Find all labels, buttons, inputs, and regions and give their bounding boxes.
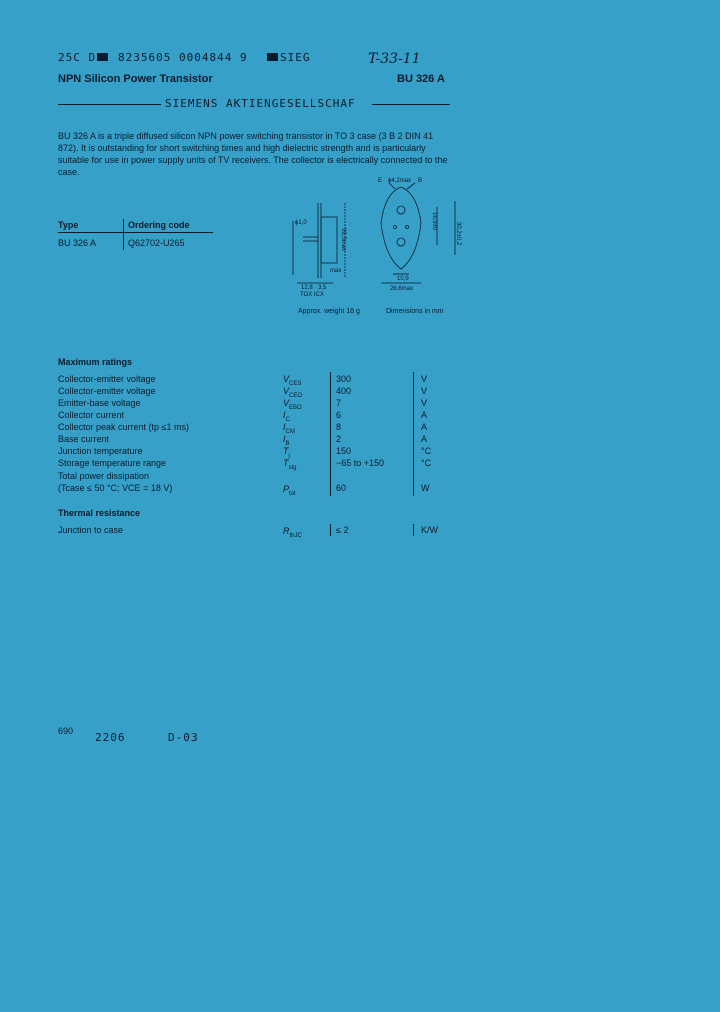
- page-number: 690: [58, 726, 74, 736]
- rating-value: 300: [336, 374, 352, 384]
- side-view-body: [321, 217, 337, 263]
- rating-row: [0, 386, 720, 398]
- rating-symbol: $V_{CEO}$: [283, 386, 303, 399]
- power-dissipation-condition: (Tcase ≤ 50 °C; VCE = 18 V): [58, 483, 173, 493]
- rating-parameter: Base current: [58, 434, 110, 444]
- ordering-code-column-header: Ordering code: [128, 220, 190, 230]
- rating-symbol: $T_{stg}$: [283, 458, 297, 471]
- table-column-divider: [123, 219, 124, 250]
- max-ratings-heading: Maximum ratings: [58, 357, 133, 367]
- divider-right: [372, 104, 450, 105]
- rating-parameter: Emitter-base voltage: [58, 398, 141, 408]
- front-view-outline: [381, 187, 421, 269]
- rating-parameter: Collector current: [58, 410, 125, 420]
- rating-value: 2: [336, 434, 342, 444]
- rating-symbol: $V_{CES}$: [283, 374, 302, 387]
- rating-row: [0, 434, 720, 446]
- dimension-3-5: 3,5: [318, 285, 327, 291]
- weight-caption: Approx. weight 18 g: [298, 308, 360, 315]
- rating-unit: A: [421, 422, 428, 432]
- rating-parameter: Collector-emitter voltage: [58, 374, 156, 384]
- mounting-hole-bottom: [397, 238, 405, 246]
- rating-value: 8: [336, 422, 342, 432]
- rating-parameter: Storage temperature range: [58, 458, 167, 468]
- rating-row: [0, 398, 720, 410]
- handwritten-reference: T-33-11: [368, 51, 421, 67]
- company-name: SIEMENS AKTIENGESELLSCHAF: [165, 97, 356, 110]
- footer-code-left: 2206: [95, 731, 126, 744]
- dimension-caption: Dimensions in mm: [386, 308, 444, 315]
- document-code-numbers: 8235605 0004844 9: [118, 51, 248, 64]
- emitter-label: E: [378, 178, 383, 184]
- type-cell: BU 326 A: [58, 238, 97, 248]
- dimension-30-2: 30,2±0,2: [455, 222, 461, 246]
- thermal-resistance-heading: Thermal resistance: [58, 508, 141, 518]
- rating-row: [0, 422, 720, 434]
- rating-symbol: $I_B$: [283, 434, 290, 447]
- thermal-divider-left: [330, 524, 331, 536]
- thermal-resistance-symbol: $R_{thJC}$: [283, 526, 302, 539]
- document-code-prefix: 25C D: [58, 51, 97, 64]
- dimension-10-9: 10,9: [397, 276, 409, 282]
- power-dissipation-symbol: $P_{tot}$: [283, 484, 296, 497]
- thermal-resistance-unit: K/W: [421, 525, 438, 535]
- package-drawing: [285, 175, 465, 300]
- ordering-code-cell: Q62702-U265: [128, 238, 185, 248]
- rating-row: [0, 458, 720, 470]
- part-number: BU 326 A: [397, 73, 445, 85]
- dimension-26-6: 26,6max: [390, 286, 414, 292]
- rating-unit: V: [421, 386, 428, 396]
- rating-value: 7: [336, 398, 342, 408]
- black-block-icon: [97, 53, 108, 61]
- dimension-16-9: 16,9±0: [431, 212, 437, 231]
- thermal-resistance-value: ≤ 2: [336, 525, 349, 535]
- rating-symbol: $I_{CM}$: [283, 422, 295, 435]
- rating-row: [0, 374, 720, 386]
- rating-symbol: $I_C$: [283, 410, 290, 423]
- rating-unit: V: [421, 398, 428, 408]
- rating-row: [0, 446, 720, 458]
- rating-value: 6: [336, 410, 342, 420]
- dimension-12-8: 12,8: [301, 285, 313, 291]
- rating-unit: °C: [421, 446, 432, 456]
- rating-parameter: Junction temperature: [58, 446, 143, 456]
- product-title: NPN Silicon Power Transistor: [58, 73, 213, 85]
- rating-unit: °C: [421, 458, 432, 468]
- rating-value: 400: [336, 386, 352, 396]
- document-code-suffix: SIEG: [280, 51, 311, 64]
- rating-row: [0, 410, 720, 422]
- black-block-icon: [267, 53, 278, 61]
- power-dissipation-label: Total power dissipation: [58, 471, 150, 481]
- rating-symbol: $T_j$: [283, 446, 290, 459]
- rating-unit: V: [421, 374, 428, 384]
- footer-code-right: D-03: [168, 731, 199, 744]
- table-header-rule: [58, 232, 213, 233]
- rating-value: 150: [336, 446, 352, 456]
- dimension-max: max: [330, 268, 342, 274]
- base-label: B: [418, 178, 423, 184]
- description-paragraph: BU 326 A is a triple diffused silicon NPN power switching transistor in TO 3 case (3 B 2 DIN 41 872). It is outstanding for short switching times and high dielectric strength and is particularly suitable for use in power supply units of TV receivers. The collector is electrically connected to the case.: [58, 131, 448, 177]
- rating-parameter: Collector peak current (tp ≤1 ms): [58, 422, 189, 432]
- rating-unit: A: [421, 434, 428, 444]
- thermal-resistance-label: Junction to case: [58, 525, 124, 535]
- rating-unit: A: [421, 410, 428, 420]
- mounting-hole-top: [397, 206, 405, 214]
- rating-value: −65 to +150: [336, 458, 385, 468]
- dimension-39-5: 39,5max: [340, 228, 346, 252]
- dimension-tox: TOX ICX: [300, 292, 324, 298]
- thermal-divider-right: [413, 524, 414, 536]
- power-dissipation-unit: W: [421, 483, 430, 493]
- divider-left: [58, 104, 161, 105]
- power-dissipation-value: 60: [336, 483, 347, 493]
- type-column-header: Type: [58, 220, 79, 230]
- rating-symbol: $V_{EBO}$: [283, 398, 302, 411]
- rating-parameter: Collector-emitter voltage: [58, 386, 156, 396]
- hole-dimension-label: ϕ4,2max: [388, 178, 412, 184]
- pin-diameter-label: ϕ1,0: [295, 220, 307, 226]
